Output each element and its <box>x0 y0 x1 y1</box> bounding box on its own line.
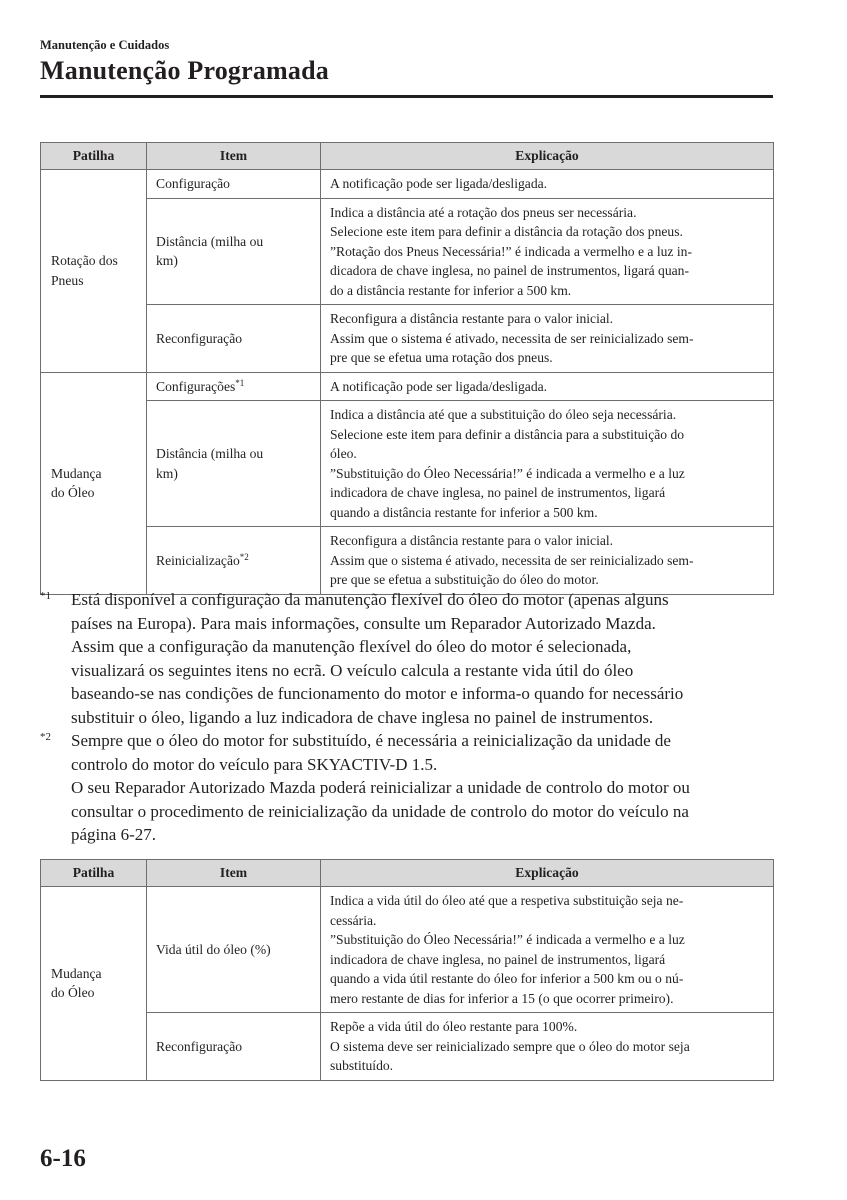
explanation-cell: Reconfigura a distância restante para o valor inicial. Assim que o sistema é ativado, necessita de ser reinicializado sem- pre que se efetua uma rotação dos pneus. <box>321 305 774 373</box>
column-header-item: Item <box>147 860 321 887</box>
table-row <box>41 527 774 595</box>
maintenance-table-oil-life <box>40 859 774 1081</box>
table-row <box>41 1013 774 1081</box>
explanation-cell: Repõe a vida útil do óleo restante para 100%. O sistema deve ser reinicializado sempre que o óleo do motor seja substituído. <box>321 1013 774 1081</box>
explanation-cell: A notificação pode ser ligada/desligada. <box>321 170 774 199</box>
tab-cell-tire-rotation: Rotação dos Pneus <box>41 170 147 373</box>
explanation-cell: Indica a distância até a rotação dos pneus ser necessária. Selecione este item para definir a distância da rotação dos pneus. ”Rotação dos Pneus Necessária!” é indicada a vermelho e a luz in- dicadora de chave inglesa, no painel de instrumentos, ligará quan- do a distância restante for inferior a 500 km. <box>321 198 774 305</box>
item-cell: Configurações$^{*1}$ <box>147 372 321 401</box>
explanation-cell: A notificação pode ser ligada/desligada. <box>321 372 774 401</box>
explanation-cell: Reconfigura a distância restante para o valor inicial. Assim que o sistema é ativado, necessita de ser reinicializado sem- pre que se efetua a substituição do óleo do motor. <box>321 527 774 595</box>
table-row <box>41 887 774 1013</box>
column-header-explanation: Explicação <box>321 860 774 887</box>
column-header-item: Item <box>147 143 321 170</box>
item-cell: Distância (milha ou km) <box>147 401 321 527</box>
item-cell: Configuração <box>147 170 321 199</box>
explanation-cell: Indica a distância até que a substituição do óleo seja necessária. Selecione este item para definir a distância para a substituição do óleo. ”Substituição do Óleo Necessária!” é indicada a vermelho e a luz indicadora de chave inglesa, no painel de instrumentos, ligará quando a distância restante for inferior a 500 km. <box>321 401 774 527</box>
column-header-tab: Patilha <box>41 143 147 170</box>
item-cell: Vida útil do óleo (%) <box>147 887 321 1013</box>
tab-cell-oil-change: Mudança do Óleo <box>41 887 147 1081</box>
title-divider <box>40 95 773 98</box>
footnote-mark: *2 <box>40 731 51 743</box>
footnote-ref: *2 <box>239 551 249 562</box>
footnote-1: $^{*1}$ Está disponível a configuração da manutenção flexível do óleo do motor (apenas alguns países na Europa). Para mais informações, consulte um Reparador Autorizado Mazda. Assim que a configuração da manutenção flexível do óleo do motor é selecionada, visualizará os seguintes itens no ecrã. O veículo calcula a restante vida útil do óleo baseando-se nas condições de funcionamento do motor e informa-o quando for necessário substituir o óleo, ligando a luz indicadora de chave inglesa no painel de instrumentos. <box>40 590 684 727</box>
table-row <box>41 198 774 305</box>
footnote-2: $^{*2}$ Sempre que o óleo do motor for substituído, é necessária a reinicialização da unidade de controlo do motor do veículo para SKYACTIV-D 1.5. O seu Reparador Autorizado Mazda poderá reinicializar a unidade de controlo do motor ou consultar o procedimento de reinicialização da unidade de controlo do motor do veículo na página 6-27. <box>40 731 690 844</box>
tab-cell-oil-change: Mudança do Óleo <box>41 372 147 594</box>
table-row <box>41 372 774 401</box>
maintenance-table-tire-oil <box>40 142 774 595</box>
footnote-ref: *1 <box>235 377 245 388</box>
table-header-row <box>41 143 774 170</box>
section-label: Manutenção e Cuidados <box>40 38 170 52</box>
column-header-explanation: Explicação <box>321 143 774 170</box>
item-cell: Reconfiguração <box>147 305 321 373</box>
table-row <box>41 305 774 373</box>
explanation-cell: Indica a vida útil do óleo até que a respetiva substituição seja ne- cessária. ”Substituição do Óleo Necessária!” é indicada a vermelho e a luz indicadora de chave inglesa, no painel de instrumentos, ligará quando a vida útil restante do óleo for inferior a 500 km ou o nú- mero restante de dias for inferior a 15 (o que ocorrer primeiro). <box>321 887 774 1013</box>
item-cell: Reinicialização$^{*2}$ <box>147 527 321 595</box>
table-row <box>41 401 774 527</box>
page-title: Manutenção Programada <box>40 56 329 85</box>
page-number: 6-16 <box>40 1145 86 1172</box>
item-cell: Reconfiguração <box>147 1013 321 1081</box>
column-header-tab: Patilha <box>41 860 147 887</box>
footnotes <box>40 588 773 847</box>
table-row <box>41 170 774 199</box>
item-cell: Distância (milha ou km) <box>147 198 321 305</box>
table-header-row <box>41 860 774 887</box>
footnote-mark: *1 <box>40 590 51 602</box>
